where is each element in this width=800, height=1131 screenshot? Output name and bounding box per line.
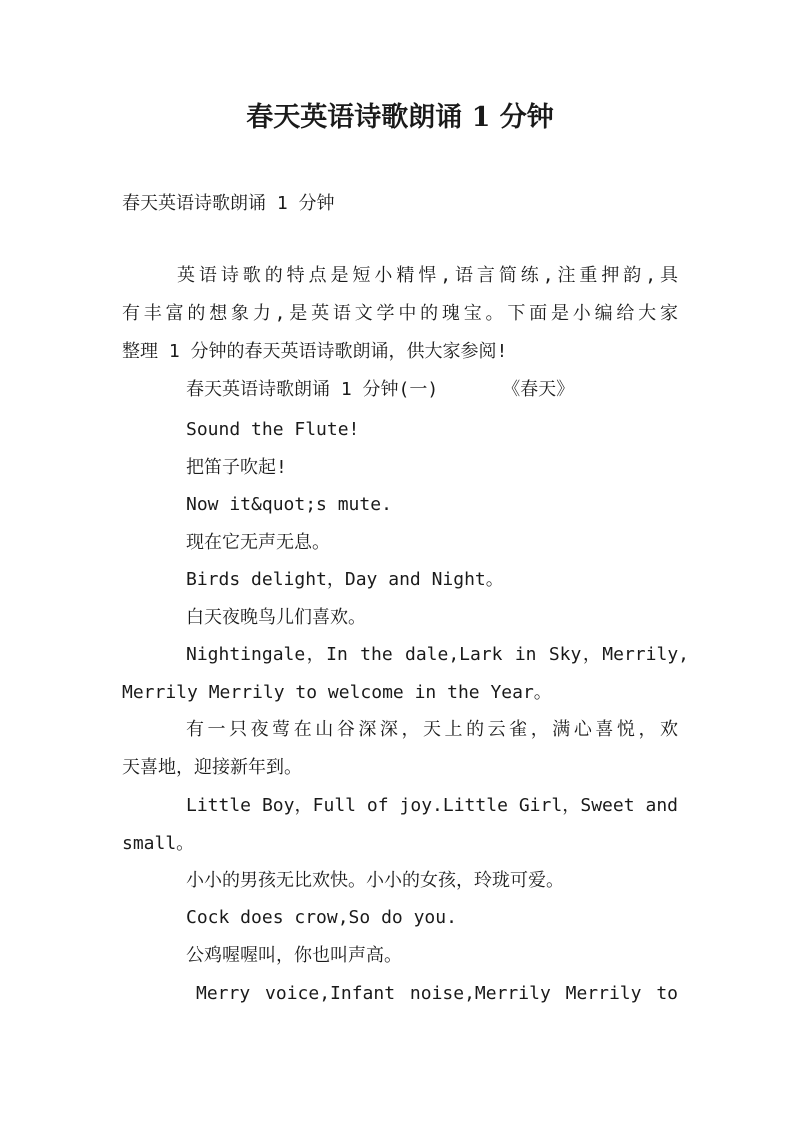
poem-line-en: Merrily Merrily to welcome in the Year。 bbox=[122, 682, 552, 703]
poem-line-zh: 天喜地，迎接新年到。 bbox=[122, 757, 302, 778]
poem-line-en: Cock does crow,So do you. bbox=[186, 907, 457, 928]
section-heading-row bbox=[186, 376, 574, 404]
poem-line-en: Merry voice,Infant noise,Merrily Merrily to bbox=[196, 983, 678, 1004]
poem-line-zh: 白天夜晚鸟儿们喜欢。 bbox=[186, 607, 366, 628]
poem-line-en: small。 bbox=[122, 833, 195, 854]
document-subtitle: 春天英语诗歌朗诵 1 分钟 bbox=[122, 193, 335, 214]
poem-line-zh: 有一只夜莺在山谷深深，天上的云雀，满心喜悦，欢 bbox=[186, 719, 678, 740]
poem-line-en: Sound the Flute! bbox=[186, 419, 360, 440]
section-heading: 春天英语诗歌朗诵 1 分钟(一) bbox=[186, 379, 439, 400]
intro-line-1: 英语诗歌的特点是短小精悍,语言简练,注重押韵,具 bbox=[177, 265, 678, 286]
document-title: 春天英语诗歌朗诵 1 分钟 bbox=[246, 102, 554, 133]
poem-title: 《春天》 bbox=[502, 379, 575, 400]
poem-line-zh: 把笛子吹起! bbox=[186, 457, 287, 478]
poem-line-en: Birds delight，Day and Night。 bbox=[186, 569, 504, 590]
poem-line-en: Now it&quot;s mute. bbox=[186, 494, 392, 515]
poem-line-zh: 小小的男孩无比欢快。小小的女孩，玲珑可爱。 bbox=[186, 870, 564, 891]
poem-line-en: Little Boy，Full of joy.Little Girl，Sweet and bbox=[186, 795, 678, 816]
poem-line-zh: 现在它无声无息。 bbox=[186, 532, 330, 553]
intro-line-3: 整理 1 分钟的春天英语诗歌朗诵，供大家参阅! bbox=[122, 341, 508, 362]
poem-line-zh: 公鸡喔喔叫，你也叫声高。 bbox=[186, 945, 402, 966]
intro-line-2: 有丰富的想象力,是英语文学中的瑰宝。下面是小编给大家 bbox=[122, 303, 678, 324]
poem-line-en: Nightingale，In the dale,Lark in Sky，Merrily, bbox=[186, 644, 689, 665]
